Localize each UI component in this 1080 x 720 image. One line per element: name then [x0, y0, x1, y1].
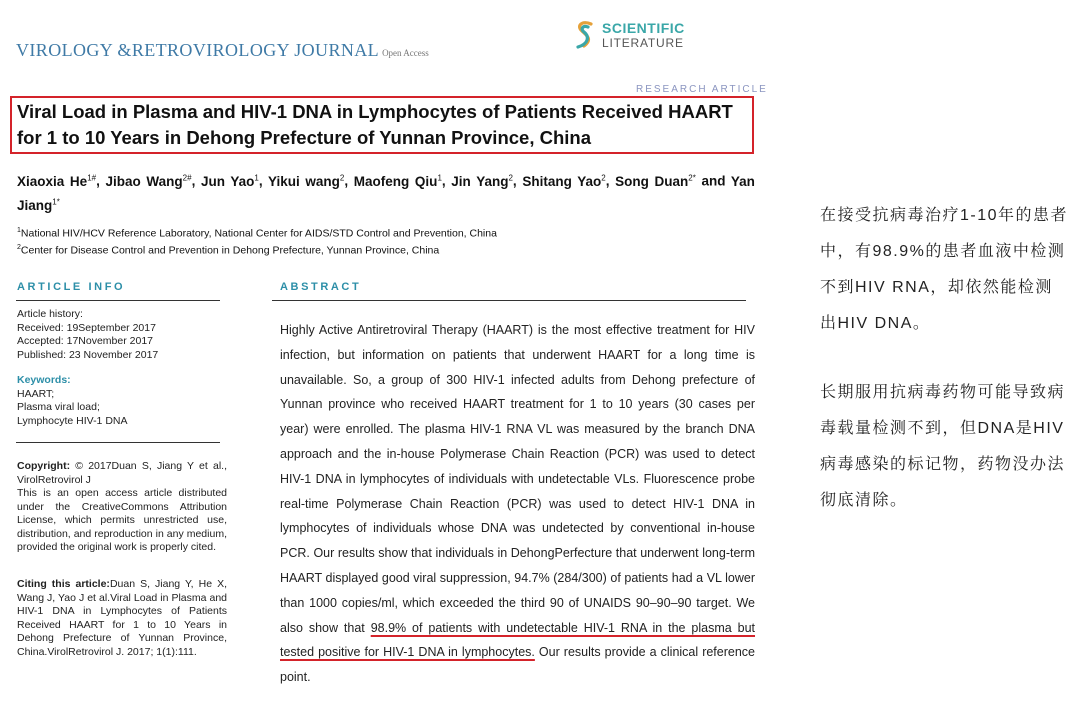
abstract-body: [280, 318, 755, 690]
author: Jun Yao$^1$: [200, 173, 259, 189]
keyword: Lymphocyte HIV-1 DNA: [17, 414, 128, 427]
publisher-logo: [574, 18, 714, 54]
license-text: This is an open access article distributed under the CreativeCommons Attribution License, which permits unrestricted use, distribution, and reproduction in any medium, provided the original work is properly cited.: [17, 487, 227, 553]
accepted-date: Accepted: 17November 2017: [17, 335, 154, 347]
abstract-highlight: 98.9% of patients with undetectable HIV-1 RNA in the plasma but tested positive for HIV-1 DNA in lymphocytes.: [280, 620, 756, 660]
author-list: Xiaoxia $He^{1\#}$, Jibao Wang$^{2\#}$, Jun Yao$^1$, Yikui wang$^2$, Maofeng Qiu$^1$, Jin Yang$^2$, Shitang Yao$^2$, Song Duan$^{2*}$ and Yan Jiang$^{1*}$: [17, 173, 755, 213]
copyright-block: [17, 460, 227, 555]
affiliation: $^2$Center for Disease Control and Prevention in Dehong Prefecture, Yunnan Province, China: [17, 244, 440, 257]
abstract-text: Highly Active Antiretroviral Therapy (HAART) is the most effective treatment for HIV infection, but information on patients that underwent HAART for a long time is unavailable. So, a group of 300 HIV-1 infected adults from Dehong prefecture of Yunnan province who received HAART treatment for 1 to 10 years (30 cases per year) were enrolled. The plasma HIV-1 RNA VL was measured by the branch DNA approach and the in-house Polymerase Chain Reaction (PCR) was used to detect HIV-1 DNA in lymphocytes of individuals with undetectable VLs. Fluorescence probe real-time Polymerase Chain Reaction (PCR) was used to detect HIV-1 DNA in lymphocytes of individuals whose DNA was undetected by conventional in-house PCR. Our results show that individuals in DehongPerfecture that underwent long-term HAART displayed good viral suppression, 94.7% (284/300) of patients had a VL lower than 1000 copies/ml, which exceeded the third 90 of UNAIDS 90–90–90 target. We also show that: [280, 323, 755, 635]
keyword: Plasma viral load;: [17, 401, 100, 413]
publisher-line1: SCIENTIFIC: [602, 20, 685, 36]
keyword: HAART;: [17, 387, 55, 400]
publisher-line2: LITERATURE: [602, 36, 684, 50]
keywords-label: Keywords:: [17, 374, 71, 386]
author: Jibao Wang$^{2\#}$: [105, 173, 192, 189]
citing-text: Duan S, Jiang Y, He X, Wang J, Yao J et al.Viral Load in Plasma and HIV-1 DNA in Lymphocytes of Patients Received HAART for 1 to 10 Years in Dehong Prefecture of Yunnan Province, China.VirolRetrovirol J. 2017; 1(1):111.: [17, 578, 227, 658]
keywords-block: [17, 374, 227, 428]
article-history: [17, 308, 227, 362]
journal-title: VIROLOGY &RETROVIROLOGY JOURNAL: [16, 40, 380, 60]
abstract-heading: ABSTRACT: [280, 281, 362, 293]
article-info-divider: [16, 300, 220, 301]
author: Jin Yang$^2$: [451, 173, 513, 189]
copyright-label: Copyright:: [17, 460, 71, 472]
author: Xiaoxia $He^{1\#}$: [17, 173, 97, 189]
publisher-s-logo-icon: [574, 20, 596, 52]
article-type: RESEARCH ARTICLE: [636, 84, 768, 95]
author: Yikui wang$^2$: [268, 173, 345, 189]
side-note: 在接受抗病毒治疗1-10年的患者中，有98.9%的患者血液中检测不到HIV RNA，却依然能检测出HIV DNA。: [820, 207, 1069, 332]
citation-block: [17, 578, 227, 659]
author: Song Duan$^{2*}$: [615, 173, 696, 189]
author: Yan Jiang$^{1*}$: [17, 173, 755, 213]
paper-title: Viral Load in Plasma and HIV-1 DNA in Lymphocytes of Patients Received HAART for 1 to 10 Years in Dehong Prefecture of Yunnan Province, China: [17, 101, 733, 148]
article-info-heading: ARTICLE INFO: [17, 281, 126, 293]
copyright-text: © 2017Duan S, Jiang Y et al., VirolRetrovirol J: [17, 460, 227, 486]
abstract-text-end: Our results provide a clinical reference point.: [280, 645, 756, 685]
abstract-divider: [272, 300, 746, 301]
open-access-label: Open Access: [382, 48, 429, 58]
citing-label: Citing this article:: [17, 578, 110, 590]
history-label: Article history:: [17, 308, 83, 320]
journal-name: [16, 40, 429, 61]
author: Shitang Yao$^2$: [522, 173, 606, 189]
published-date: Published: 23 November 2017: [17, 348, 159, 361]
keywords-divider: [16, 442, 220, 443]
affiliation: $^1$National HIV/HCV Reference Laboratory, National Center for AIDS/STD Control and Prevention, China: [17, 227, 497, 240]
authors-and: and: [701, 173, 726, 189]
author: Maofeng Qiu$^1$: [353, 173, 442, 189]
side-note: 长期服用抗病毒药物可能导致病毒载量检测不到，但DNA是HIV病毒感染的标记物，药物没办法彻底清除。: [820, 384, 1066, 509]
received-date: Received: 19September 2017: [17, 321, 156, 334]
